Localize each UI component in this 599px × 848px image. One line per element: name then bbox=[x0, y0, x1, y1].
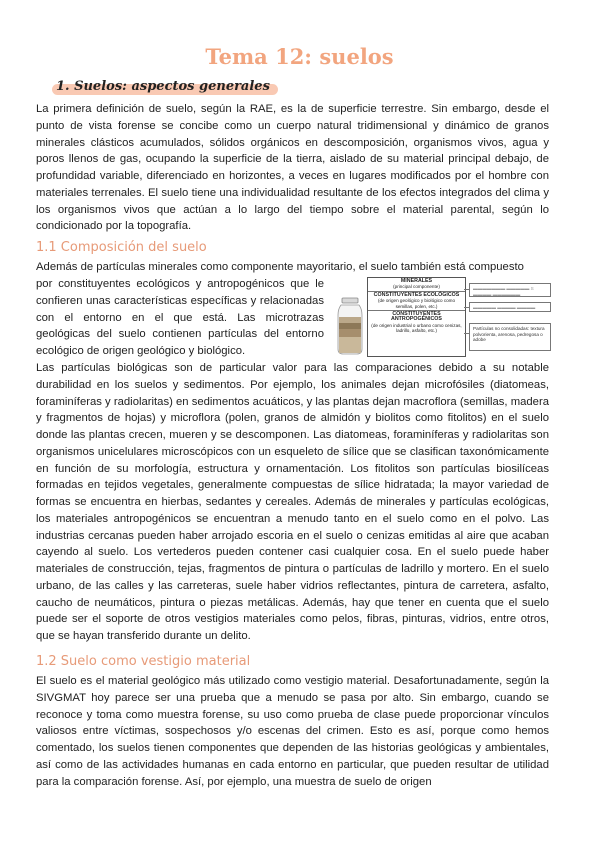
cell-ecological bbox=[368, 292, 465, 311]
cell-title: CONSTITUYENTES ANTROPOGÉNICOS bbox=[391, 311, 442, 323]
cell-minerals bbox=[368, 278, 465, 292]
page-title: Tema 12: suelos bbox=[205, 44, 394, 69]
soil-jar-icon bbox=[334, 297, 366, 355]
note-box-1: ▬▬▬▬▬▬▬ ▬▬▬▬▬ S ▬▬▬▬ ▬▬▬▬▬▬ bbox=[469, 283, 551, 297]
cell-title: MINERALES bbox=[400, 278, 433, 284]
cell-anthropogenic bbox=[368, 311, 465, 335]
composition-table bbox=[367, 277, 466, 357]
note-box-3: Partículas no consolidadas: textura polvorienta, arenosa, pedregosa o adobe bbox=[469, 323, 551, 351]
section-heading-1-text: 1. Suelos: aspectos generales bbox=[56, 79, 270, 94]
soil-composition-figure bbox=[334, 275, 552, 357]
cell-subtitle: (principal componente) bbox=[393, 284, 440, 290]
paragraph-biological-particles: Las partículas biológicas son de particular valor para las comparaciones debido a su notable durabilidad en los suelos y sedimentos. Por ejemplo, los animales dejan microfósiles (diatomeas, foraminíferas y radiolaritas) en sedimentos acuáticos, y las plantas dejan macroflora (semillas, madera y fragmentos de hojas) y microflora (polen, granos de almidón y biolitos como fitolitos) en el suelo donde las plantas crecen, mueren y se descomponen. Las diatomeas, foraminíferas y radiolaritas son organismos unicelulares microscópicos con un esqueleto de sílice que se clasifican taxonómicamente en función de su morfología, estructura y ornamentación. Los fitolitos son partículas biosilíceas formadas en tejidos vegetales, generalmente compuestas de sílice hidratada; la mayor variedad de formas se encuentra en hierbas, sedantes y cereales. Además de minerales y partículas ecológicas, los materiales antropogénicos se encuentran a menudo tanto en el suelo como en el polvo. Las industrias cercanas pueden haber arrojado escoria en el suelo o cenizas emitidas al aire que acaban cayendo al suelo. Los vertederos pueden contener casi cualquier cosa. En el suelo puede haber materiales de construcción, tejas, fragmentos de pintura o partículas de ladrillo y mortero. En el suelo urbano, de las calles y las carreteras, suele haber vidrios reflectantes, pintura de carretera, asfalto, caucho de neumáticos, pintura o piezas metálicas. Además, hay que tener en cuenta que el suelo puede ser el soporte de otros vestigios materiales como pelos, fibras, pinturas, vidrios, entre otros, que se hayan transferido durante un delito. bbox=[36, 362, 549, 642]
cell-title: CONSTITUYENTES ECOLÓGICOS bbox=[373, 291, 460, 298]
cell-subtitle: (de origen industrial o urbano como cenizas, ladrillo, asfalto, etc.) bbox=[371, 322, 462, 334]
subsection-heading-composition: 1.1 Composición del suelo bbox=[36, 240, 207, 255]
paragraph-composition-intro: Además de partículas minerales como componente mayoritario, el suelo también está compuesto bbox=[36, 261, 524, 273]
paragraph-trace-evidence: El suelo es el material geológico más utilizado como vestigio material. Desafortunadamente, según la SIVGMAT hoy parece ser una prueba que a menudo se pasa por alto. Sin embargo, cuando se reconoce y toma como muestra forense, su uso como prueba de clase puede proporcionar vínculos valiosos entre víctimas, sospechosos y/o escenas del crimen. Esto es así, porque como hemos comentado, los suelos tienen componentes que dependen de las historias geológicas y ambientales, así como de las actividades humanas en cada entorno en particular, que pueden resultar de utilidad para la comparación forense. Así, por ejemplo, una muestra de suelo de origen bbox=[36, 675, 549, 788]
paragraph-composition: por constituyentes ecológicos y antropogénicos que le confieren unas características específicas y relacionadas con el entorno en el que está. Las microtrazas geológicas del suelo contienen partículas del entorno ecológico de origen geológico y biológico. bbox=[36, 278, 324, 357]
cell-subtitle: (de origen geológico y biológico como semillas, polen, etc.) bbox=[377, 298, 456, 309]
note-box-2: ▬▬▬▬▬ ▬▬▬▬ ▬▬▬▬ bbox=[469, 302, 551, 312]
subsection-heading-trace-evidence: 1.2 Suelo como vestigio material bbox=[36, 654, 251, 669]
paragraph-definition: La primera definición de suelo, según la RAE, es la de superficie terrestre. Sin embargo, desde el punto de vista forense se concibe como un cuerpo natural tridimensional y dinámico de granos minerales clásticos acumulados, sólidos orgánicos en descomposición, organismos vivos, agua y poros llenos de gas, ocupando la superficie de la tierra, aislado de su material principal debajo, de profundidad variable, diferenciado en horizontes, a veces en lugares modificados por el hombre con materiales terrenales. El suelo tiene una individualidad resultante de los efectos integrados del clima y los organismos vivos que actúan a lo largo del tiempo sobre el material parental, según lo condicionado por la topografía. bbox=[36, 103, 549, 233]
section-heading-1 bbox=[34, 77, 270, 97]
